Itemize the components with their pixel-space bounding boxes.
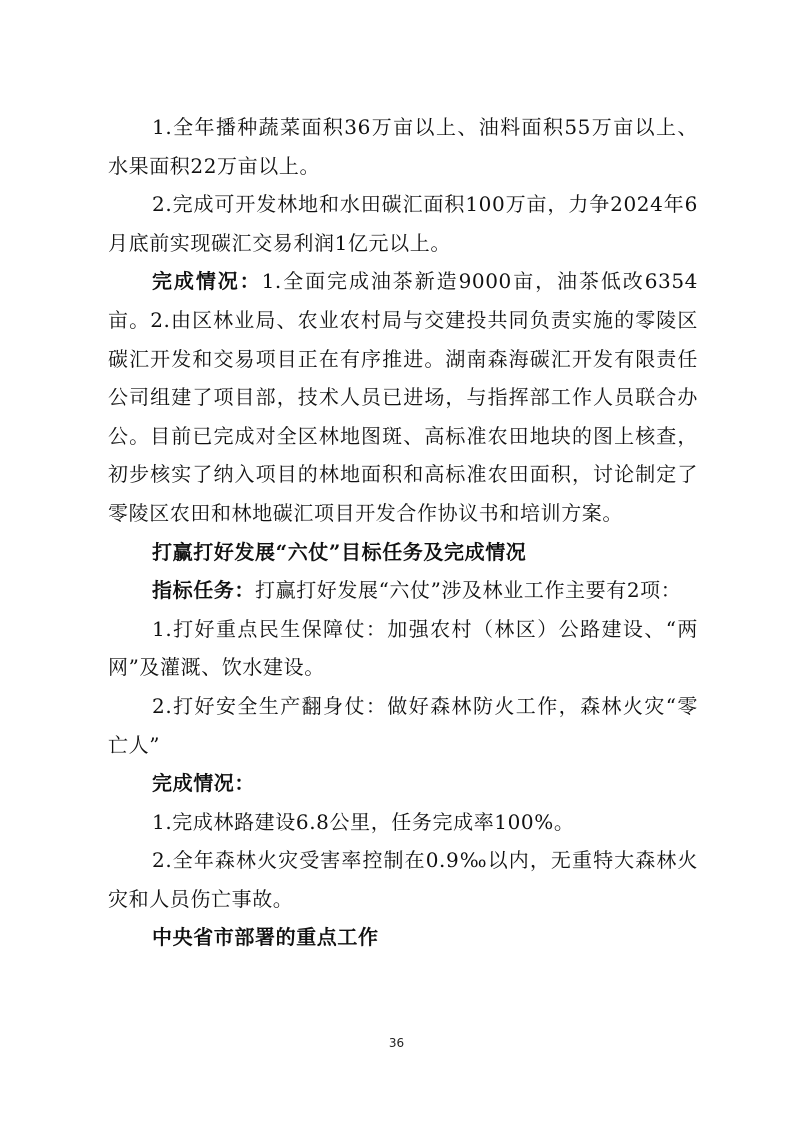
paragraph-fire-rate: 2.全年森林火灾受害率控制在0.9‰以内，无重特大森林火灾和人员伤亡事故。 [108, 848, 698, 911]
paragraph-forest-road: 1.完成林路建设6.8公里，任务完成率100%。 [152, 809, 575, 834]
paragraph-vegetable-target: 1.全年播种蔬菜面积36万亩以上、油料面积55万亩以上、水果面积22万亩以上。 [108, 115, 698, 178]
indicator-label: 指标任务： [152, 578, 255, 603]
section-heading-six-battles: 打赢打好发展“六仗”目标任务及完成情况 [152, 539, 527, 564]
paragraph-livelihood-task: 1.打好重点民生保障仗：加强农村（林区）公路建设、“两网”及灌溉、饮水建设。 [108, 616, 698, 680]
paragraph-completion-status-1 [108, 262, 698, 532]
indicator-text: 打赢打好发展“六仗”涉及林业工作主要有2项： [255, 578, 682, 603]
completion-label: 完成情况： [152, 269, 262, 294]
page-number: 36 [388, 1036, 405, 1050]
paragraph-carbon-target: 2.完成可开发林地和水田碳汇面积100万亩，力争2024年6月底前实现碳汇交易利润1亿元以上。 [108, 192, 698, 255]
document-body [108, 108, 698, 957]
paragraph-safety-task: 2.打好安全生产翻身仗：做好森林防火工作，森林火灾“零亡人” [108, 693, 698, 757]
subheading-completion-status: 完成情况： [152, 771, 255, 796]
section-heading-key-work: 中央省市部署的重点工作 [152, 925, 379, 950]
paragraph-indicator-task [108, 571, 698, 610]
completion-text: 1.全面完成油茶新造9000亩，油茶低改6354亩。2.由区林业局、农业农村局与交建投共同负责实施的零陵区碳汇开发和交易项目正在有序推进。湖南森海碳汇开发有限责任公司组建了项目部，技术人员已进场，与指挥部工作人员联合办公。目前已完成对全区林地图斑、高标准农田地块的图上核查，初步核实了纳入项目的林地面积和高标准农田面积，讨论制定了零陵区农田和林地碳汇项目开发合作协议书和培训方案。 [108, 269, 699, 525]
